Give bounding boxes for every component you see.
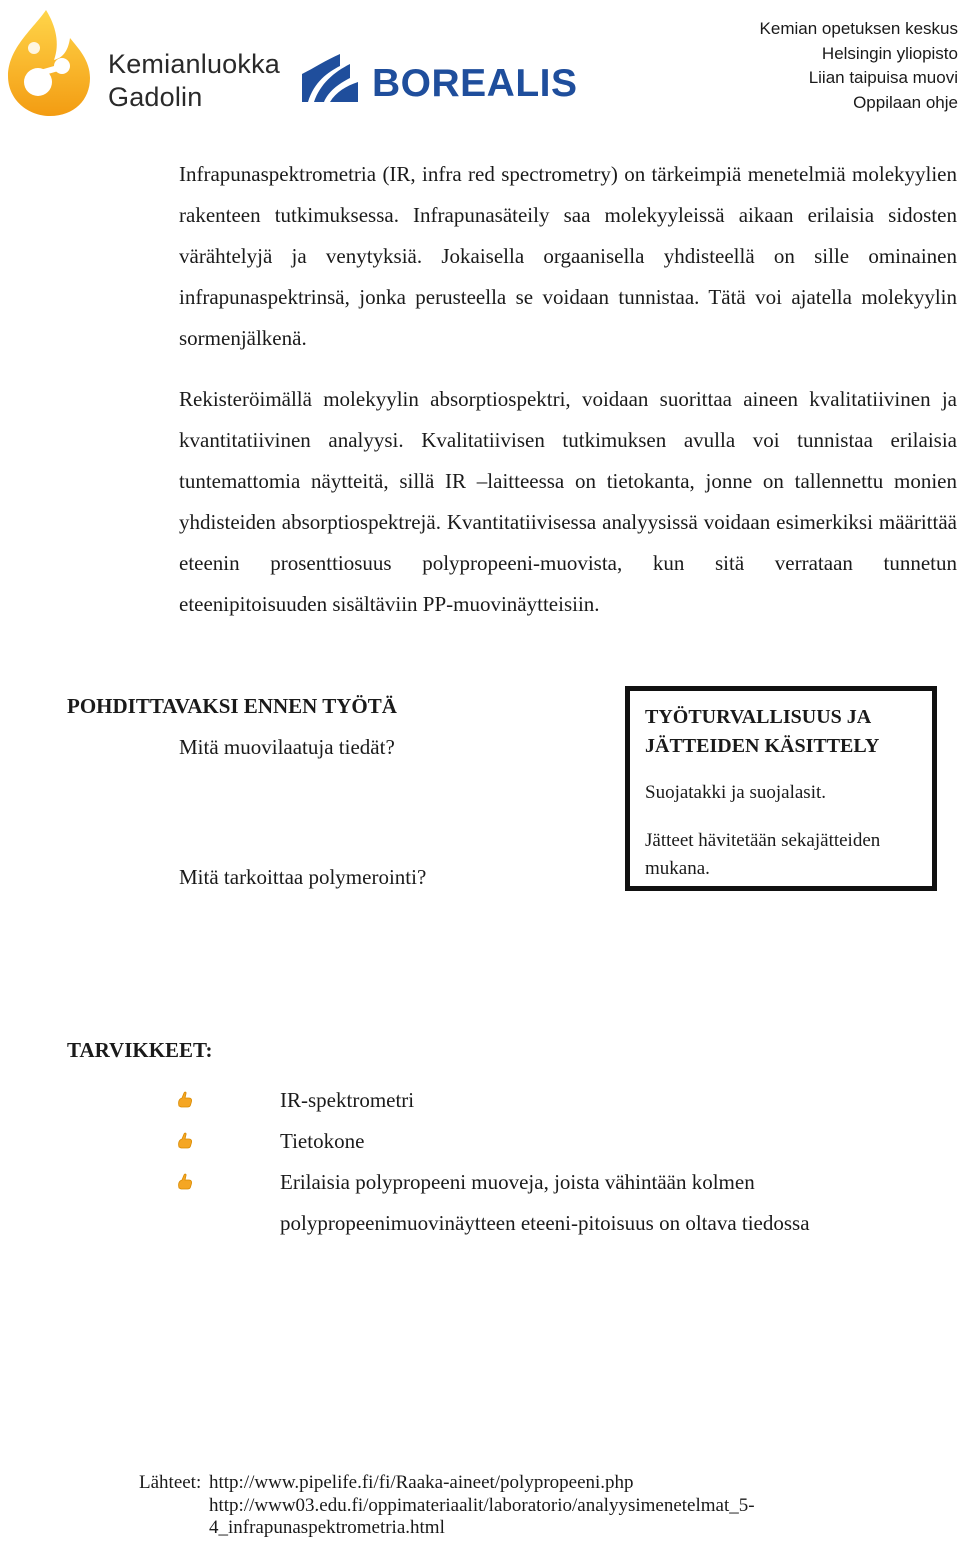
intro-paragraph-1: Infrapunaspektrometria (IR, infra red spectrometry) on tärkeimpiä menetelmiä molekyylien rakenteen tutkimuksessa. Infrapunasäteily saa molekyyleissä aikaan erilaisia sidosten värähtelyjä ja venytyksiä. Jokaisella orgaanisella yhdisteellä on sille ominainen infrapunaspektrinsä, jonka perusteella se voidaan tunnistaa. Tätä voi ajatella molekyylin sormenjälkenä. <box>179 162 957 350</box>
safety-box <box>625 686 937 891</box>
gadolin-logo-text <box>108 48 280 114</box>
header-info-line: Kemian opetuksen keskus <box>759 19 958 38</box>
gadolin-logo-line2: Gadolin <box>108 82 203 112</box>
gadolin-logo-line1: Kemianluokka <box>108 49 280 79</box>
sources <box>139 1472 755 1540</box>
gadolin-flame-icon <box>4 8 104 118</box>
material-item: Erilaisia polypropeeni muoveja, joista vähintään kolmen polypropeenimuovinäytteen eteeni-pitoisuus on oltava tiedossa <box>280 1170 810 1235</box>
header-info-line: Helsingin yliopisto <box>821 43 958 63</box>
source-link: http://www.pipelife.fi/fi/Raaka-aineet/polypropeeni.php <box>209 1472 634 1493</box>
safety-item: Suojatakki ja suojalasit. <box>645 782 827 803</box>
header-info <box>760 17 958 115</box>
borealis-logo <box>300 52 600 104</box>
intro-paragraph-2: Rekisteröimällä molekyylin absorptiospektri, voidaan suorittaa aineen kvalitatiivinen ja kvantitatiivinen analyysi. Kvalitatiivisen tutkimuksen avulla voi tunnistaa erilaisia tuntemattomia näytteitä, sillä IR –laitteessa on tietokanta, jonne on tallennettu monien yhdisteiden absorptiospektrejä. Kvantitatiivisessa analyysissä voidaan esimerkiksi määrittää eteenin prosenttiosuus polypropeeni-muovista, kun sitä verrataan tunnetun eteenipitoisuuden sisältäviin PP-muovinäytteisiin. <box>179 387 957 616</box>
hand-pointing-icon <box>176 1131 194 1154</box>
material-item: Tietokone <box>280 1129 365 1153</box>
hand-pointing-icon <box>176 1172 194 1195</box>
pre-work-heading: POHDITTAVAKSI ENNEN TYÖTÄ <box>67 694 397 718</box>
safety-title <box>645 703 879 761</box>
source-link: 4_infrapunaspektrometria.html <box>209 1517 445 1538</box>
header-info-line: Oppilaan ohje <box>853 92 958 112</box>
safety-item: Jätteet hävitetään sekajätteiden mukana. <box>645 830 881 879</box>
source-link: http://www03.edu.fi/oppimateriaalit/laboratorio/analyysimenetelmat_5- <box>209 1494 755 1516</box>
material-item: IR-spektrometri <box>280 1088 415 1112</box>
borealis-wordmark: BOREALIS <box>372 62 578 105</box>
pre-work-question: Mitä tarkoittaa polymerointi? <box>179 865 427 889</box>
hand-pointing-icon <box>176 1090 194 1113</box>
materials-heading: TARVIKKEET: <box>67 1038 213 1062</box>
sources-label: Lähteet: <box>139 1472 202 1493</box>
header-info-line: Liian taipuisa muovi <box>808 68 958 87</box>
pre-work-question: Mitä muovilaatuja tiedät? <box>179 735 395 759</box>
safety-title-line2: JÄTTEIDEN KÄSITTELY <box>645 735 880 757</box>
safety-title-line1: TYÖTURVALLISUUS JA <box>645 706 872 728</box>
borealis-mark-icon <box>300 52 366 104</box>
kemianluokka-gadolin-logo <box>4 8 294 118</box>
